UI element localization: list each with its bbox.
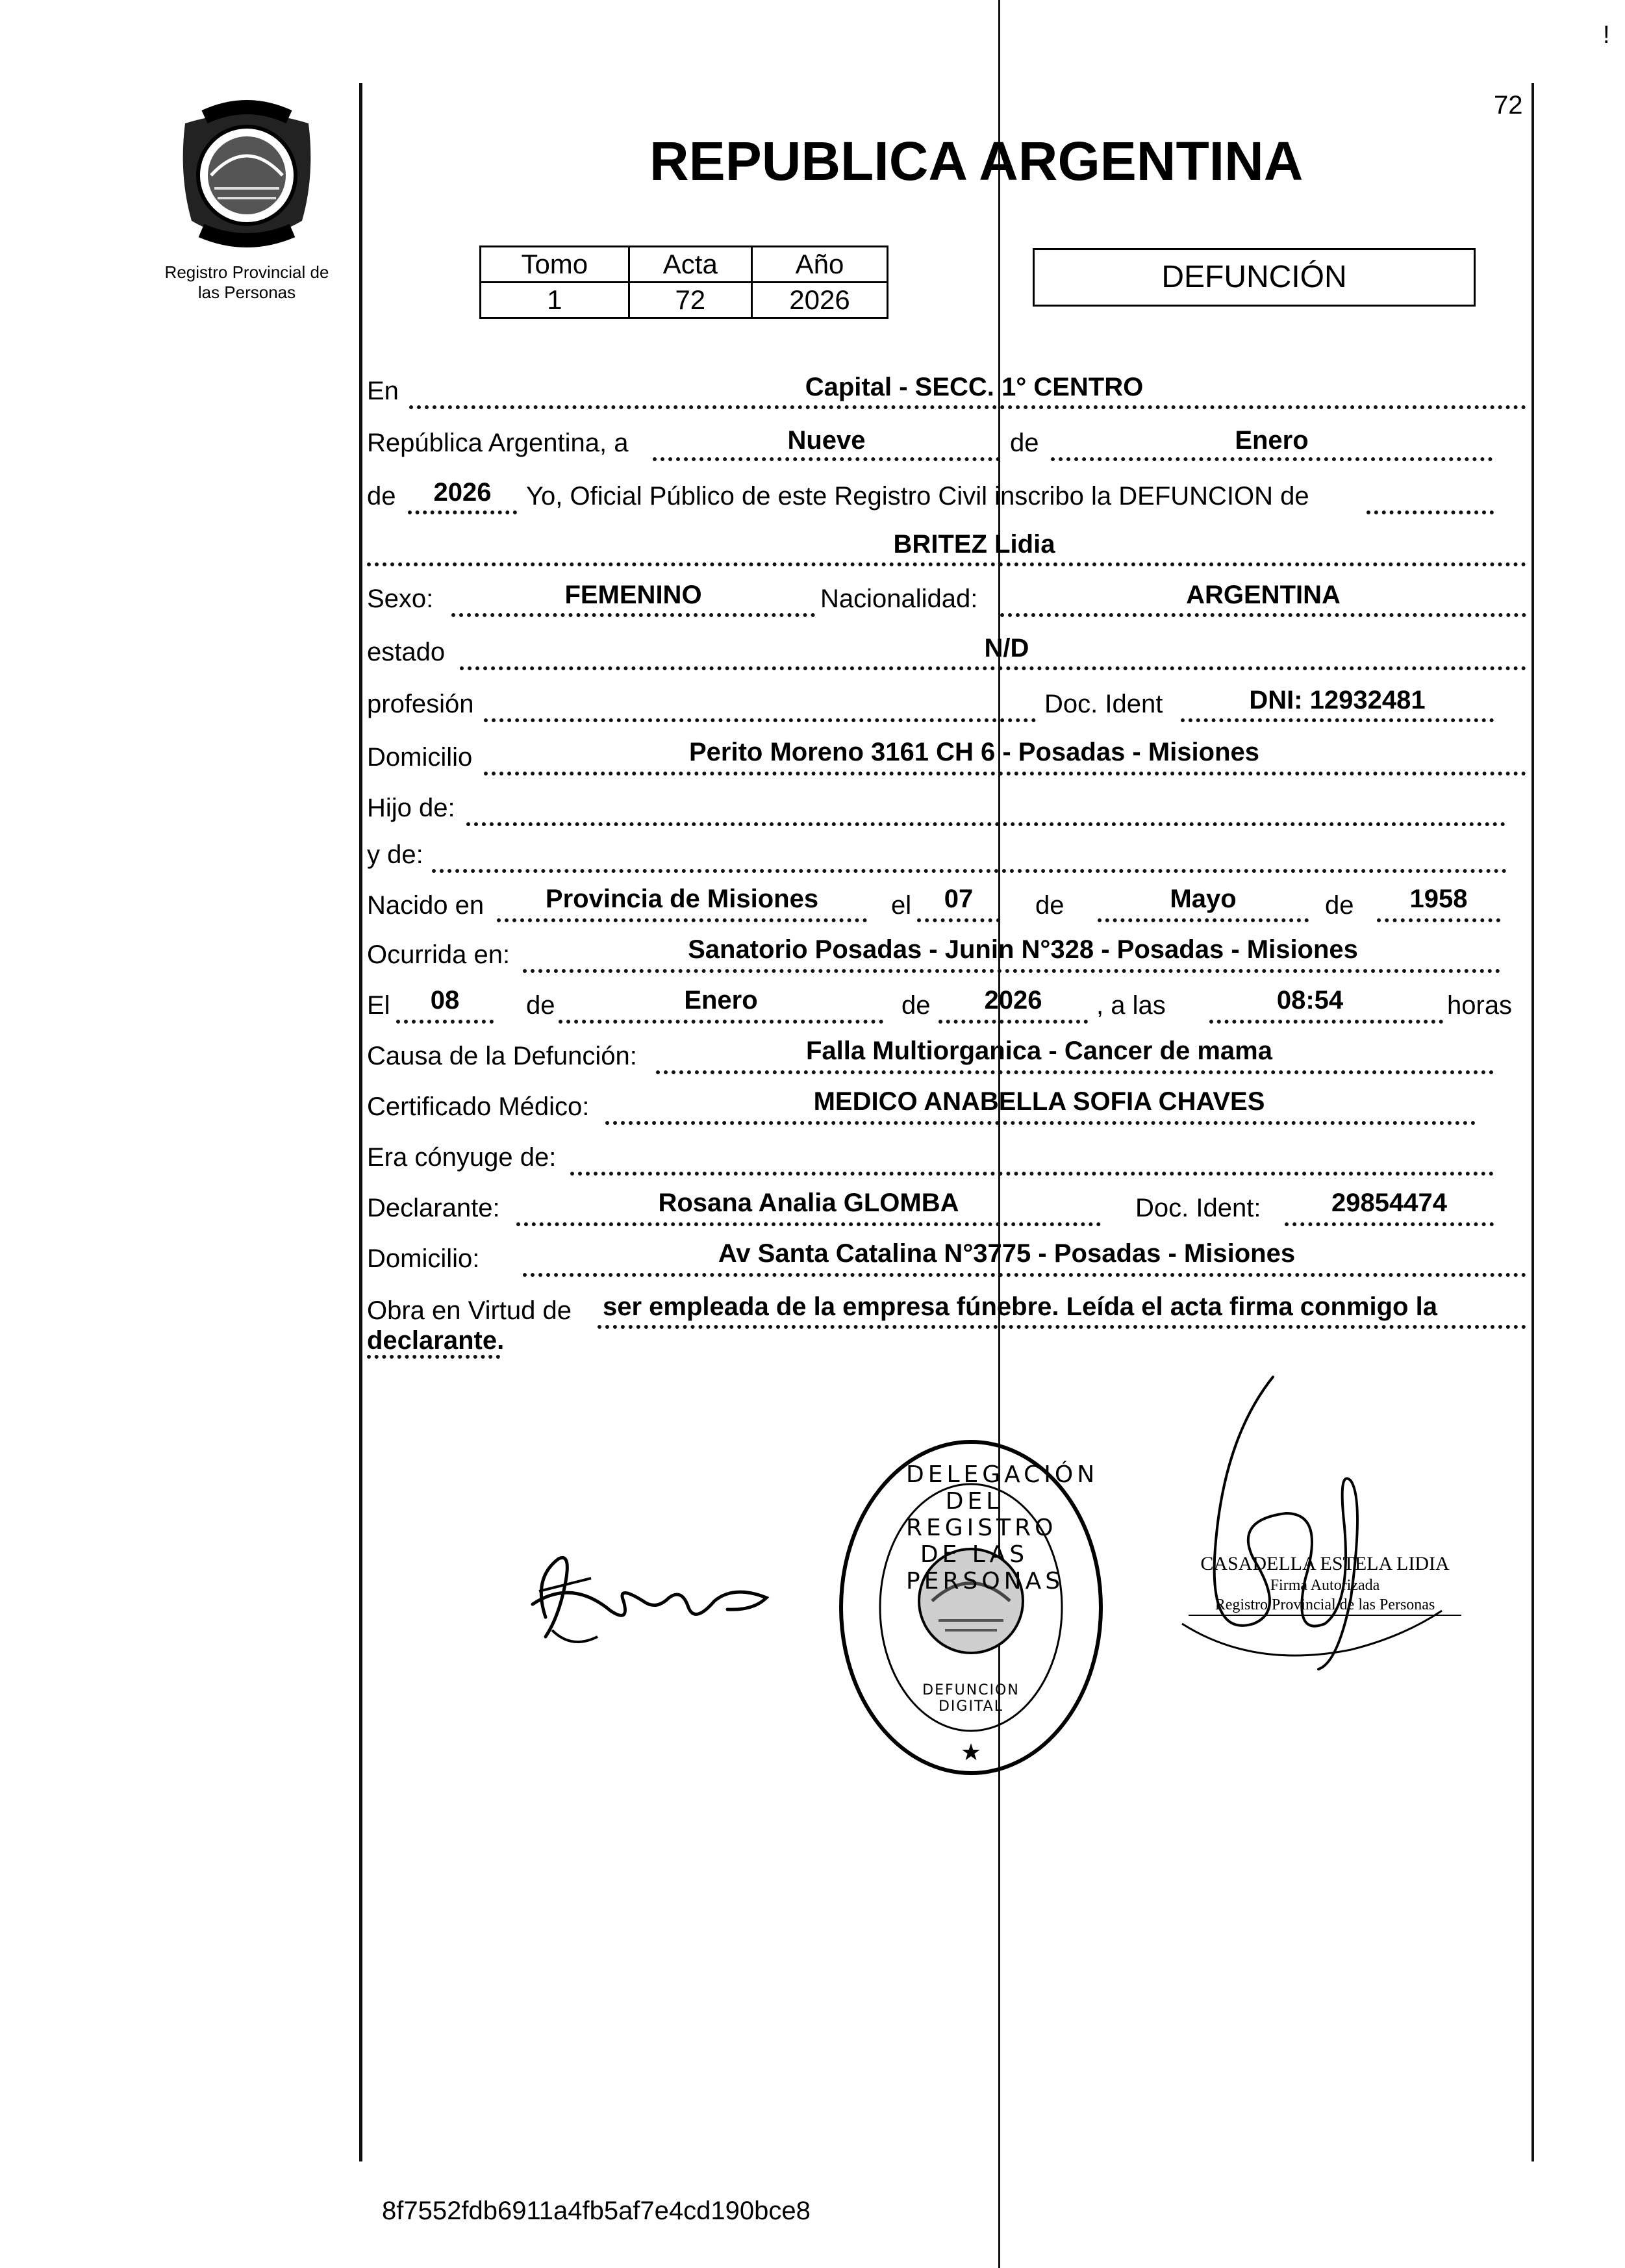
profesion-label: profesión (367, 690, 474, 718)
value-tomo: 1 (481, 283, 629, 318)
ocurrida-label: Ocurrida en: (367, 940, 510, 969)
def-dia-dots (396, 1020, 494, 1024)
stamp-inner-text: DEFUNCION DIGITAL (922, 1682, 1020, 1715)
header-anio: Año (751, 247, 887, 283)
en-value: Capital - SECC. 1° CENTRO (805, 373, 1144, 401)
inscribo-dots (1367, 510, 1494, 514)
nacionalidad-label: Nacionalidad: (820, 585, 978, 613)
value-acta: 72 (629, 283, 751, 318)
doc-ident2-value: 29854474 (1331, 1189, 1447, 1217)
certificado-dots (605, 1121, 1476, 1125)
header-acta: Acta (629, 247, 751, 283)
obra-dots (598, 1325, 1526, 1329)
official-role: Firma Autorizada (1270, 1577, 1380, 1594)
domicilio-dots (484, 772, 1526, 775)
anio-dots (408, 510, 517, 514)
certificado-label: Certificado Médico: (367, 1092, 590, 1121)
nac-dia-dots (917, 918, 1000, 922)
yde-label: y de: (367, 840, 423, 869)
official-name: CASADELLA ESTELA LIDIA (1200, 1553, 1450, 1574)
doc-ident-label: Doc. Ident (1044, 690, 1163, 718)
nac-dia-value: 07 (944, 885, 974, 913)
de-label-1: de (1010, 429, 1039, 457)
ocurrida-dots (523, 969, 1500, 973)
top-mark: ! (1603, 21, 1610, 49)
el-label: el (891, 891, 912, 920)
table-row (481, 283, 888, 318)
page-number: 72 (1494, 91, 1523, 120)
record-type-box: DEFUNCIÓN (1033, 248, 1476, 307)
certificado-value: MEDICO ANABELLA SOFIA CHAVES (813, 1087, 1265, 1116)
nombre-dots (367, 562, 1526, 566)
domicilio-value: Perito Moreno 3161 CH 6 - Posadas - Misiones (688, 738, 1260, 766)
declarante-label: Declarante: (367, 1194, 500, 1222)
doc-ident2-label: Doc. Ident: (1135, 1194, 1261, 1222)
causa-value: Falla Multiorganica - Cancer de mama (806, 1037, 1272, 1065)
obra-label: Obra en Virtud de (367, 1296, 572, 1325)
doc-ident2-dots (1285, 1222, 1494, 1226)
hora-dots (1209, 1020, 1443, 1024)
nacido-label: Nacido en (367, 891, 485, 920)
domicilio-label: Domicilio (367, 743, 473, 772)
ocurrida-value: Sanatorio Posadas - Junin N°328 - Posadas - Misiones (688, 935, 1358, 964)
page-title: REPUBLICA ARGENTINA (649, 131, 1304, 192)
stamp-outer-text: DELEGACIÓN DEL REGISTRO DE LAS PERSONAS (906, 1461, 1099, 1594)
def-anio-value: 2026 (984, 986, 1042, 1014)
nacido-dots (497, 918, 867, 922)
nacionalidad-value: ARGENTINA (1186, 581, 1341, 609)
el2-label: El (367, 991, 390, 1020)
causa-dots (656, 1070, 1494, 1074)
declarante-value: Rosana Analia GLOMBA (658, 1189, 959, 1217)
domicilio2-value: Av Santa Catalina N°3775 - Posadas - Misiones (718, 1239, 1296, 1268)
nac-mes-value: Mayo (1170, 885, 1237, 913)
alas-label: , a las (1096, 991, 1166, 1020)
def-mes-value: Enero (684, 986, 758, 1014)
obra-value-line1: ser empleada de la empresa fúnebre. Leída el acta firma conmigo la (603, 1292, 1437, 1321)
def-de-label-2: de (901, 991, 931, 1020)
yde-dots (432, 869, 1507, 873)
estado-value: N/D (984, 634, 1029, 662)
declarant-signature (520, 1539, 792, 1669)
de-label-2: de (367, 482, 396, 510)
dia-value: Nueve (787, 426, 866, 455)
nac-de-label: de (1035, 891, 1064, 920)
conyuge-dots (570, 1172, 1494, 1176)
domicilio2-label: Domicilio: (367, 1244, 480, 1273)
nombre-value: BRITEZ Lidia (893, 530, 1055, 559)
logo-caption (140, 262, 354, 303)
sexo-dots (451, 613, 815, 617)
registry-stamp (835, 1435, 1107, 1780)
conyuge-label: Era cónyuge de: (367, 1143, 557, 1172)
hora-value: 08:54 (1276, 986, 1344, 1014)
table-header-row (481, 247, 888, 283)
hijo-dots (466, 822, 1505, 826)
doc-ident-dots (1181, 718, 1494, 722)
right-frame-line (1531, 83, 1534, 2161)
registry-table (479, 246, 888, 319)
dia-dots (653, 457, 1000, 461)
profesion-dots (484, 718, 1036, 722)
left-frame-line (359, 83, 362, 2161)
header-tomo: Tomo (481, 247, 629, 283)
obra-line2-dots (367, 1355, 500, 1359)
logo-caption-line1: Registro Provincial de (164, 262, 329, 282)
nac-anio-value: 1958 (1409, 885, 1468, 913)
declarante-dots (516, 1222, 1101, 1226)
svg-text:★: ★ (960, 1739, 982, 1766)
official-stamp (1189, 1552, 1461, 1616)
hijo-label: Hijo de: (367, 794, 455, 822)
sexo-label: Sexo: (367, 585, 434, 613)
horas-label: horas (1447, 991, 1513, 1020)
inscribo-text: Yo, Oficial Público de este Registro Civil inscribo la DEFUNCION de (526, 482, 1309, 510)
logo-caption-line2: las Personas (197, 283, 296, 302)
mes-value: Enero (1235, 426, 1309, 455)
official-signature (1156, 1364, 1448, 1728)
sexo-value: FEMENINO (564, 581, 702, 609)
domicilio2-dots (523, 1273, 1526, 1277)
official-office: Registro Provincial de las Personas (1189, 1595, 1461, 1616)
anio-value: 2026 (433, 478, 492, 507)
value-anio: 2026 (751, 283, 887, 318)
nacido-value: Provincia de Misiones (545, 885, 819, 913)
republica-label: República Argentina, a (367, 429, 629, 457)
doc-ident-value: DNI: 12932481 (1249, 686, 1426, 714)
estado-label: estado (367, 638, 446, 666)
def-anio-dots (938, 1020, 1088, 1024)
nac-anio-dots (1377, 918, 1500, 922)
causa-label: Causa de la Defunción: (367, 1042, 637, 1070)
def-mes-dots (559, 1020, 883, 1024)
def-de-label: de (526, 991, 555, 1020)
def-dia-value: 08 (430, 986, 460, 1014)
nac-mes-dots (1098, 918, 1309, 922)
mes-dots (1051, 457, 1493, 461)
scan-fold-line (998, 0, 1000, 2268)
en-dots (409, 405, 1526, 409)
obra-value-line2: declarante. (367, 1326, 505, 1355)
estado-dots (460, 666, 1526, 670)
en-label: En (367, 377, 399, 405)
nac-de-label-2: de (1325, 891, 1354, 920)
nacionalidad-dots (1000, 613, 1526, 617)
footer-hash: 8f7552fdb6911a4fb5af7e4cd190bce8 (382, 2197, 811, 2225)
province-seal-logo (166, 97, 328, 253)
